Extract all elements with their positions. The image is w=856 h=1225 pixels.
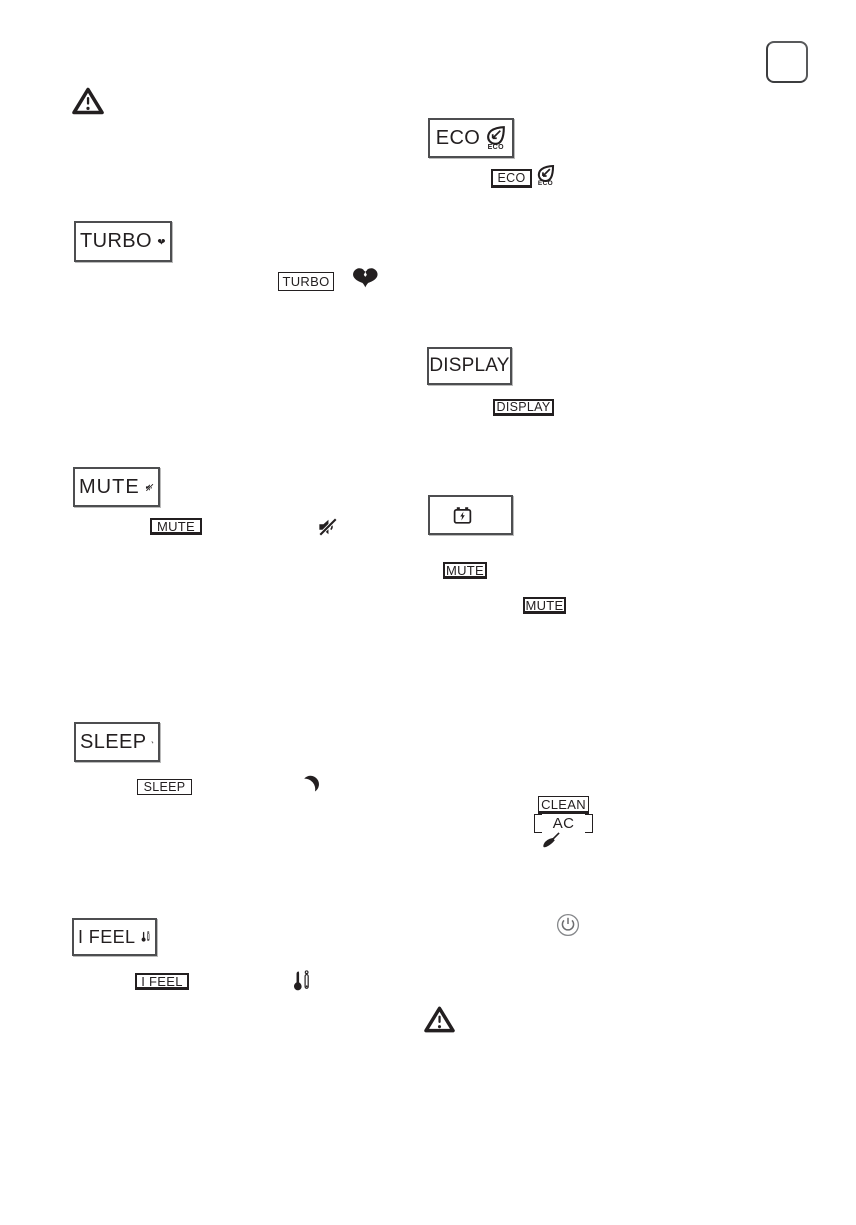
display-tag: [493, 399, 554, 416]
warning-icon: [423, 1005, 456, 1034]
sleep-button-label: SLEEP: [80, 730, 147, 753]
sleep-button-figure: [74, 722, 160, 762]
turbo-button-label: TURBO: [80, 230, 152, 252]
ifeel-button-label: I FEEL: [78, 926, 136, 947]
eco-button-figure: [428, 118, 514, 158]
eco-tag: [491, 169, 532, 188]
brush-icon: [540, 831, 562, 850]
mute-button-label: MUTE: [79, 475, 140, 498]
clean-indicator-label: CLEAN: [541, 796, 586, 812]
display-button-label: DISPLAY: [429, 355, 510, 376]
muscle-flex-icon: [157, 230, 166, 254]
eco-tag-label: ECO: [497, 171, 526, 185]
muscle-flex-icon: [350, 266, 381, 291]
speaker-muted-icon: [317, 517, 339, 537]
turbo-tag-label: TURBO: [282, 274, 330, 289]
mute-tag: [523, 597, 566, 614]
display-button-figure: [427, 347, 512, 385]
eco-leaf-icon: [485, 125, 506, 146]
mute-tag-label: MUTE: [525, 597, 564, 613]
mute-tag-label: MUTE: [445, 562, 485, 578]
mute-tag: [150, 518, 202, 535]
sleep-tag: [137, 779, 192, 795]
ifeel-tag-label: I FEEL: [141, 973, 183, 989]
ac-indicator-label: AC: [552, 815, 575, 832]
ifeel-tag: [135, 973, 189, 990]
power-icon: [556, 913, 580, 937]
mute-button-figure: [73, 467, 160, 507]
crescent-moon-icon: [151, 731, 154, 754]
clean-indicator: [538, 796, 589, 814]
warning-icon: [71, 86, 105, 116]
speaker-muted-icon: [145, 477, 154, 498]
sleep-tag-label: SLEEP: [143, 780, 186, 794]
mute-tag: [443, 562, 487, 579]
display-tag-label: DISPLAY: [496, 400, 551, 414]
thermometer-pair-icon: [291, 969, 311, 994]
battery-charging-icon: [453, 506, 472, 525]
mute-tag-label: MUTE: [156, 518, 196, 534]
battery-button-figure: [428, 495, 513, 535]
ifeel-button-figure: [72, 918, 157, 956]
turbo-button-figure: [74, 221, 172, 262]
empty-corner-box: [766, 41, 808, 83]
turbo-tag: [278, 272, 334, 291]
thermometer-pair-icon: [140, 924, 151, 950]
eco-button-label: ECO: [435, 126, 481, 149]
crescent-moon-icon: [302, 773, 322, 793]
eco-leaf-caption: ECO: [487, 144, 504, 151]
eco-leaf-caption: ECO: [537, 180, 554, 187]
